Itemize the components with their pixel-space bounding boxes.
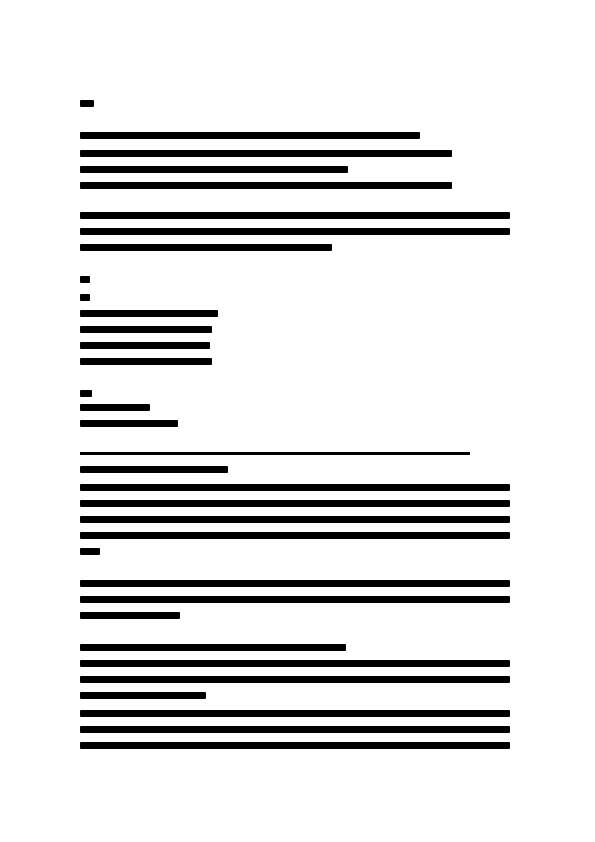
section-divider bbox=[80, 452, 470, 455]
subheading bbox=[80, 466, 228, 473]
text-line bbox=[80, 710, 510, 717]
text-line bbox=[80, 676, 510, 683]
toc-label bbox=[80, 276, 90, 283]
toc-label bbox=[80, 294, 90, 301]
text-line bbox=[80, 132, 420, 139]
toc-item bbox=[80, 310, 218, 317]
text-line bbox=[80, 212, 510, 219]
list-label bbox=[80, 390, 92, 397]
toc-item bbox=[80, 342, 210, 349]
toc-item bbox=[80, 358, 212, 365]
text-line bbox=[80, 596, 510, 603]
text-line bbox=[80, 532, 510, 539]
text-line bbox=[80, 692, 206, 699]
text-line bbox=[80, 484, 510, 491]
text-line bbox=[80, 742, 510, 749]
text-line bbox=[80, 228, 510, 235]
text-line bbox=[80, 612, 180, 619]
list-item bbox=[80, 420, 178, 427]
text-line bbox=[80, 244, 332, 251]
list-item bbox=[80, 404, 150, 411]
heading-mark bbox=[80, 100, 94, 107]
text-line bbox=[80, 660, 510, 667]
text-line bbox=[80, 182, 452, 189]
text-line bbox=[80, 516, 510, 523]
toc-item bbox=[80, 326, 212, 333]
text-line bbox=[80, 548, 100, 555]
subheading bbox=[80, 644, 346, 651]
text-line bbox=[80, 580, 510, 587]
text-line bbox=[80, 500, 510, 507]
text-line bbox=[80, 726, 510, 733]
text-line bbox=[80, 150, 452, 157]
text-line bbox=[80, 166, 348, 173]
